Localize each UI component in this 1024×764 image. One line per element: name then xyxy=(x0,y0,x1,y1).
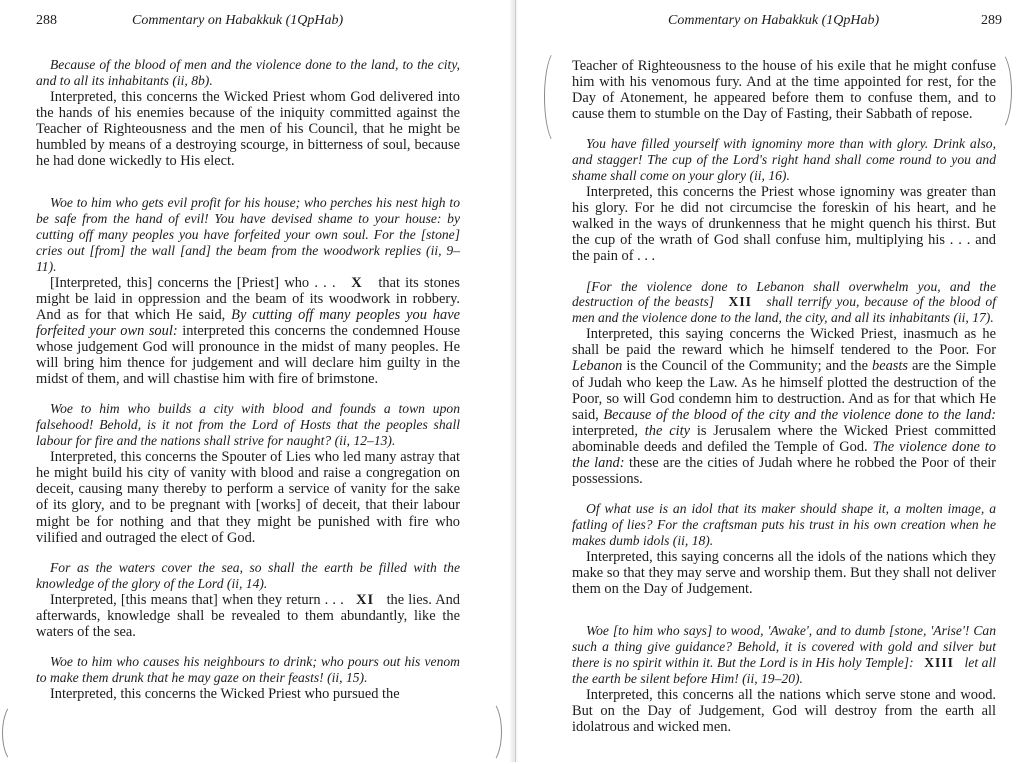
interpretation-paragraph: Interpreted, this concerns the Wicked Priest whom God delivered into the hands of his enemies because of the iniquity committed against the Teacher of Righteousness and the men of his Council, that he might be humbled by means of a destroying scourge, in bitterness of soul, because he had done wickedly to His elect. xyxy=(36,88,460,170)
book-gutter xyxy=(510,0,518,762)
pencil-bracket-left xyxy=(544,48,572,146)
scripture-quote: You have filled yourself with ignominy more than with glory. Drink also, and stagger! The cup of the Lord's right hand shall come round to you and shame shall come on your glory (ii, 16). xyxy=(572,136,996,184)
pencil-bracket-right xyxy=(984,50,1012,132)
pencil-bracket-left xyxy=(2,703,28,763)
interpretation-paragraph: [Interpreted, this] concerns the [Priest] who . . . X that its stones might be laid in oppression and the beam of its woodwork in robbery. And as for that which He said, By cutting off many peoples you have forfeited your own soul: interpreted this concerns the condemned House whose judgement God will pronounce in the midst of many peoples. He will bring him thence for judgement and will declare him guilty in the midst of them, and will chastise him with fire of brimstone. xyxy=(36,274,460,388)
scripture-quote: Of what use is an idol that its maker should shape it, a molten image, a fatling of lies? For the craftsman puts his trust in his own creation when he makes dumb idols (ii, 18). xyxy=(572,501,996,549)
page-number: 289 xyxy=(981,13,1002,28)
continued-paragraph: Teacher of Righteousness to the house of his exile that he might confuse him with his venomous fury. And at the time appointed for rest, for the Day of Atonement, he appeared before them to confuse them, and to cause them to stumble on the Day of Fasting, their Sabbath of repose. xyxy=(572,58,996,123)
column-marker: XII xyxy=(728,294,752,310)
scripture-quote: Because of the blood of men and the violence done to the land, to the city, and to all its inhabitants (ii, 8b). xyxy=(36,57,460,88)
scripture-quote: Woe to him who causes his neighbours to drink; who pours out his venom to make them drunk that he may gaze on their feasts! (ii, 15). xyxy=(36,653,460,685)
scripture-quote: [For the violence done to Lebanon shall overwhelm you, and the destruction of the beasts] XII shall terrify you, because of the blood of men and the violence done to the land, the city, and all its inhabitants (ii, 17). xyxy=(572,278,996,326)
pencil-bracket-right xyxy=(476,700,502,764)
right-page-header xyxy=(572,13,1002,33)
column-marker: XIII xyxy=(924,655,954,671)
interpretation-paragraph: Interpreted, this concerns the Priest whose ignominy was greater than his glory. For he did not circumcise the foreskin of his heart, and he walked in the ways of drunkenness that he might quench his thirst. But the cup of the wrath of God shall confuse him, multiplying his . . . and the pain of . . . xyxy=(572,184,996,265)
right-page-body xyxy=(572,58,996,735)
interpretation-paragraph: Interpreted, this saying concerns the Wicked Priest, inasmuch as he shall be paid the reward which he himself tendered to the Poor. For Lebanon is the Council of the Community; and the beasts are the Simple of Judah who keep the Law. As he himself plotted the destruction of the Poor, so will God condemn him to destruction. And as for that which He said, Because of the blood of the city and the violence done to the land: interpreted, the city is Jerusalem where the Wicked Priest committed abominable deeds and defiled the Temple of God. The violence done to the land: these are the cities of Judah where he robbed the Poor of their possessions. xyxy=(572,326,997,488)
running-head: Commentary on Habakkuk (1QpHab) xyxy=(132,13,344,28)
scripture-quote: Woe to him who gets evil profit for his house; who perches his nest high to be safe from the hand of evil! You have devised shame to your house: by cutting off many peoples you have forfeited your own soul. For the [stone] cries out [from] the wall [and] the beam from the woodwork replies (ii, 9–11). xyxy=(36,195,460,274)
interpretation-paragraph: Interpreted, this concerns the Spouter of Lies who led many astray that he might build his city of vanity with blood and raise a congregation on deceit, causing many thereby to perform a service of vanity for the sake of its glory, and to be pregnant with [works] of deceit, that their labour might be for nothing and that they might be punished with fire who vilified and outraged the elect of God. xyxy=(36,449,460,546)
interpretation-paragraph: Interpreted, this concerns all the nations which serve stone and wood. But on the Day of Judgement, God will destroy from the earth all idolatrous and wicked men. xyxy=(572,686,996,736)
right-page xyxy=(572,0,1002,762)
gutter-fold-line xyxy=(515,0,516,762)
scripture-quote: Woe [to him who says] to wood, 'Awake', and to dumb [stone, 'Arise'! Can such a thing give guidance? Behold, it is covered with gold and silver but there is no spirit within it. But the Lord is in His holy Temple]: XIII let all the earth be silent before Him! (ii, 19–20). xyxy=(572,623,997,686)
left-page-header xyxy=(36,13,460,33)
scripture-quote: Woe to him who builds a city with blood and founds a town upon falsehood! Behold, is it not from the Lord of Hosts that the peoples shall labour for fire and the nations shall strive for naught? (ii, 12–13). xyxy=(36,401,460,449)
interpretation-paragraph: Interpreted, this saying concerns all the idols of the nations which they make so that they may serve and worship them. But they shall not deliver them on the Day of Judgement. xyxy=(572,548,996,598)
column-marker: XI xyxy=(356,591,375,608)
interpretation-paragraph: Interpreted, this concerns the Wicked Priest who pursued the xyxy=(50,685,400,702)
scripture-quote: For as the waters cover the sea, so shall the earth be filled with the knowledge of the glory of the Lord (ii, 14). xyxy=(36,559,460,591)
interpretation-paragraph: Interpreted, [this means that] when they return . . . XI the lies. And afterwards, knowledge shall be revealed to them abundantly, like the waters of the sea. xyxy=(36,591,460,640)
running-head: Commentary on Habakkuk (1QpHab) xyxy=(668,13,880,28)
left-page-body xyxy=(36,57,460,702)
left-page xyxy=(36,0,460,762)
column-marker: X xyxy=(351,274,363,291)
page-number: 288 xyxy=(36,13,57,28)
